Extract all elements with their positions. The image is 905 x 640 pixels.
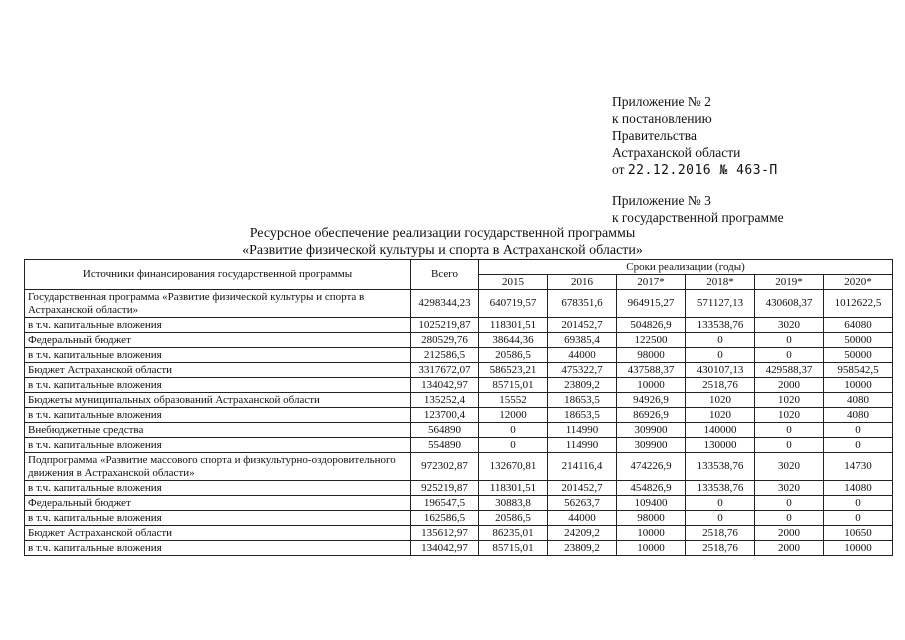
value-cell: 85715,01 [479,541,548,556]
value-cell: 201452,7 [548,318,617,333]
value-cell: 0 [686,511,755,526]
value-cell: 132670,81 [479,453,548,481]
value-cell: 3317672,07 [411,363,479,378]
table-row [25,511,893,526]
value-cell: 586523,21 [479,363,548,378]
appendix-2-line: Астраханской области [612,145,741,160]
value-cell: 56263,7 [548,496,617,511]
header-year: 2020* [824,275,893,290]
table-row [25,408,893,423]
value-cell: 130000 [686,438,755,453]
appendix-2-line: Приложение № 2 [612,94,711,109]
value-cell: 109400 [617,496,686,511]
value-cell: 280529,76 [411,333,479,348]
header-year: 2015 [479,275,548,290]
value-cell: 122500 [617,333,686,348]
value-cell: 0 [755,438,824,453]
appendix-2-line: к постановлению [612,111,712,126]
value-cell: 38644,36 [479,333,548,348]
value-cell: 571127,13 [686,290,755,318]
value-cell: 69385,4 [548,333,617,348]
table-row [25,363,893,378]
value-cell: 162586,5 [411,511,479,526]
value-cell: 118301,51 [479,318,548,333]
value-cell: 18653,5 [548,393,617,408]
value-cell: 214116,4 [548,453,617,481]
header-year: 2019* [755,275,824,290]
table-row [25,393,893,408]
value-cell: 135252,4 [411,393,479,408]
table-row [25,318,893,333]
header-total: Всего [411,260,479,290]
value-cell: 135612,97 [411,526,479,541]
value-cell: 212586,5 [411,348,479,363]
value-cell: 4080 [824,393,893,408]
resolution-number-stamp: 22.12.2016 № 463-П [627,163,778,178]
appendix-3-line: к государственной программе [612,210,784,225]
value-cell: 0 [824,511,893,526]
value-cell: 474226,9 [617,453,686,481]
value-cell: 2518,76 [686,378,755,393]
value-cell: 0 [686,333,755,348]
header-period: Сроки реализации (годы) [479,260,893,275]
document-title-line-2: «Развитие физической культуры и спорта в Астраханской области» [242,243,643,258]
source-cell: в т.ч. капитальные вложения [25,541,411,556]
value-cell: 0 [824,423,893,438]
table-row [25,541,893,556]
table-body [25,290,893,556]
source-cell: Бюджеты муниципальных образований Астраханской области [25,393,411,408]
value-cell: 23809,2 [548,541,617,556]
value-cell: 98000 [617,511,686,526]
value-cell: 114990 [548,438,617,453]
source-cell: в т.ч. капитальные вложения [25,408,411,423]
source-cell: Бюджет Астраханской области [25,526,411,541]
value-cell: 10000 [617,378,686,393]
table-row [25,423,893,438]
value-cell: 23809,2 [548,378,617,393]
value-cell: 1020 [686,408,755,423]
value-cell: 678351,6 [548,290,617,318]
value-cell: 430608,37 [755,290,824,318]
value-cell: 972302,87 [411,453,479,481]
value-cell: 15552 [479,393,548,408]
value-cell: 30883,8 [479,496,548,511]
value-cell: 123700,4 [411,408,479,423]
value-cell: 0 [479,423,548,438]
value-cell: 114990 [548,423,617,438]
value-cell: 0 [755,511,824,526]
value-cell: 0 [824,438,893,453]
value-cell: 98000 [617,348,686,363]
header-year: 2018* [686,275,755,290]
value-cell: 0 [479,438,548,453]
value-cell: 196547,5 [411,496,479,511]
source-cell: Государственная программа «Развитие физической культуры и спорта в Астраханской области» [25,290,411,318]
value-cell: 134042,97 [411,541,479,556]
value-cell: 3020 [755,453,824,481]
value-cell: 44000 [548,511,617,526]
value-cell: 554890 [411,438,479,453]
appendix-2-date-line [612,161,778,179]
value-cell: 964915,27 [617,290,686,318]
source-cell: Подпрограмма «Развитие массового спорта и физкультурно-оздоровительного движения в Астраханской области» [25,453,411,481]
value-cell: 94926,9 [617,393,686,408]
value-cell: 309900 [617,423,686,438]
source-cell: Федеральный бюджет [25,333,411,348]
value-cell: 3020 [755,318,824,333]
table-row [25,438,893,453]
value-cell: 4298344,23 [411,290,479,318]
value-cell: 454826,9 [617,481,686,496]
value-cell: 564890 [411,423,479,438]
date-prefix: от [612,162,628,177]
value-cell: 24209,2 [548,526,617,541]
table-row [25,290,893,318]
value-cell: 20586,5 [479,348,548,363]
table-row [25,496,893,511]
value-cell: 10000 [824,541,893,556]
source-cell: в т.ч. капитальные вложения [25,438,411,453]
value-cell: 429588,37 [755,363,824,378]
value-cell: 85715,01 [479,378,548,393]
value-cell: 1025219,87 [411,318,479,333]
table-row [25,526,893,541]
value-cell: 0 [755,348,824,363]
source-cell: в т.ч. капитальные вложения [25,318,411,333]
value-cell: 0 [755,496,824,511]
value-cell: 14730 [824,453,893,481]
appendix-2-block [612,93,778,179]
source-cell: в т.ч. капитальные вложения [25,378,411,393]
value-cell: 18653,5 [548,408,617,423]
funding-table [24,259,893,556]
source-cell: в т.ч. капитальные вложения [25,511,411,526]
value-cell: 0 [755,333,824,348]
value-cell: 437588,37 [617,363,686,378]
value-cell: 201452,7 [548,481,617,496]
value-cell: 118301,51 [479,481,548,496]
value-cell: 10000 [617,526,686,541]
value-cell: 2000 [755,541,824,556]
value-cell: 86235,01 [479,526,548,541]
value-cell: 309900 [617,438,686,453]
value-cell: 10650 [824,526,893,541]
table-row [25,348,893,363]
value-cell: 20586,5 [479,511,548,526]
value-cell: 140000 [686,423,755,438]
table-row [25,481,893,496]
value-cell: 1020 [755,393,824,408]
value-cell: 0 [686,496,755,511]
value-cell: 2000 [755,378,824,393]
value-cell: 2518,76 [686,541,755,556]
appendix-3-line: Приложение № 3 [612,193,711,208]
value-cell: 3020 [755,481,824,496]
value-cell: 1020 [686,393,755,408]
value-cell: 44000 [548,348,617,363]
value-cell: 1012622,5 [824,290,893,318]
value-cell: 2518,76 [686,526,755,541]
value-cell: 86926,9 [617,408,686,423]
value-cell: 134042,97 [411,378,479,393]
value-cell: 133538,76 [686,453,755,481]
value-cell: 50000 [824,348,893,363]
source-cell: Бюджет Астраханской области [25,363,411,378]
value-cell: 504826,9 [617,318,686,333]
table-row [25,333,893,348]
value-cell: 10000 [824,378,893,393]
value-cell: 1020 [755,408,824,423]
value-cell: 925219,87 [411,481,479,496]
document-title-line-1: Ресурсное обеспечение реализации государственной программы [249,226,636,241]
value-cell: 475322,7 [548,363,617,378]
value-cell: 10000 [617,541,686,556]
value-cell: 430107,13 [686,363,755,378]
table-row [25,378,893,393]
source-cell: Внебюджетные средства [25,423,411,438]
value-cell: 133538,76 [686,318,755,333]
value-cell: 64080 [824,318,893,333]
header-year: 2016 [548,275,617,290]
header-source: Источники финансирования государственной программы [25,260,411,290]
value-cell: 0 [824,496,893,511]
value-cell: 4080 [824,408,893,423]
value-cell: 0 [755,423,824,438]
value-cell: 133538,76 [686,481,755,496]
value-cell: 0 [686,348,755,363]
table-row [25,453,893,481]
value-cell: 2000 [755,526,824,541]
value-cell: 958542,5 [824,363,893,378]
value-cell: 640719,57 [479,290,548,318]
header-year: 2017* [617,275,686,290]
source-cell: в т.ч. капитальные вложения [25,348,411,363]
source-cell: Федеральный бюджет [25,496,411,511]
source-cell: в т.ч. капитальные вложения [25,481,411,496]
appendix-2-line: Правительства [612,128,697,143]
value-cell: 14080 [824,481,893,496]
appendix-3-block [612,192,784,226]
value-cell: 50000 [824,333,893,348]
value-cell: 12000 [479,408,548,423]
